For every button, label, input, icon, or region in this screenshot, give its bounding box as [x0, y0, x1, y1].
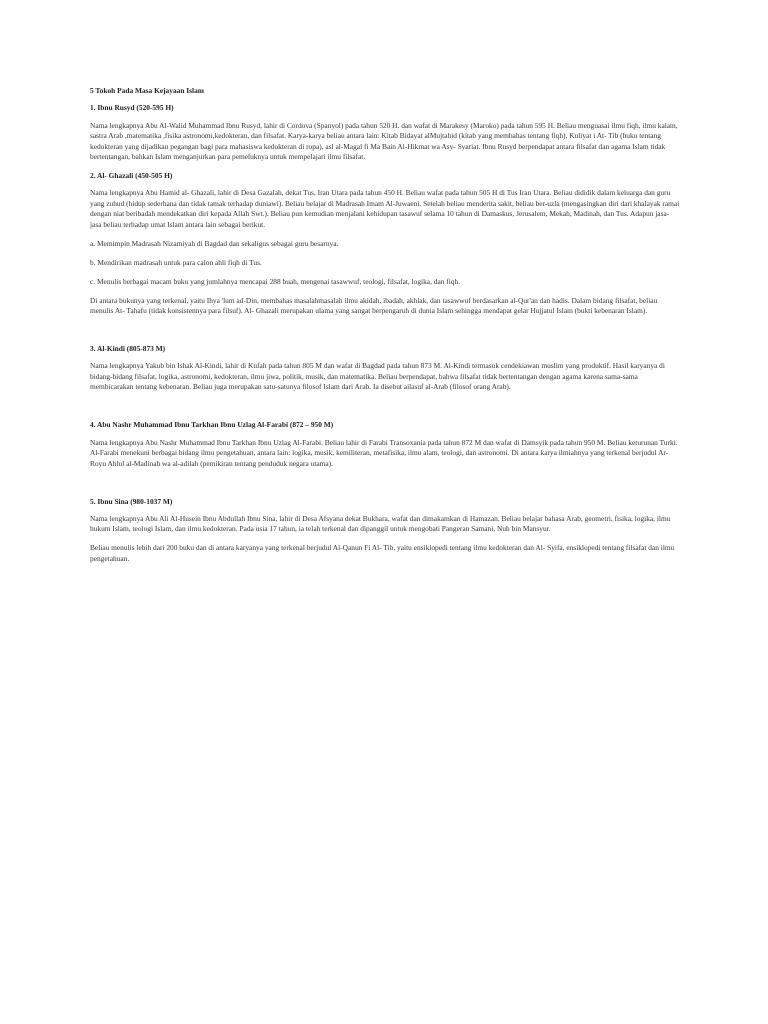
- section-heading: 3. Al-Kindi (805-873 M): [90, 344, 166, 354]
- paragraph: Beliau menulis lebih dari 200 buku dan di antara karyanya yang terkenal berjudul Al-Qanun Fi Al- Tib, yaitu ensiklopedi tentang ilmu kedokteran dan Al- Syifa, ensiklopedi tentang filsafat dan ilmu pengetahuan.: [90, 543, 675, 563]
- section-al-farabi: [90, 420, 680, 469]
- paragraph: Di antara bukunya yang terkenal, yaitu Ihya 'lum ad-Din, membahas masalahmasalah ilmu akidah, ibadah, akhlak, dan tasawwuf berdasarkan al-Qur'an dan hadis. Dalam bidang filsafat, beliau menulis At- Tahafu (tidak konsistennya para filsuf). Al- Ghazali merupakan ulama yang sangat berpengaruh di dunia Islam sehingga mendapat gelar Hujjatul Islam (bukti kebenaran Islam).: [90, 295, 658, 316]
- list-item: b. Mendirikan madrasah untuk para calon ahli fiqh di Tus.: [90, 257, 262, 267]
- section-ibnu-rusyd: [90, 103, 680, 162]
- section-ibnu-sina: [90, 497, 680, 565]
- section-heading: 1. Ibnu Rusyd (520-595 H): [90, 103, 174, 113]
- section-heading: 2. Al- Ghazali (450-505 H): [90, 171, 173, 181]
- paragraph: Nama lengkapnya Abu Nashr Muhammad Ibnu Tarkhan Ibnu Uzlag Al-Farabi. Beliau lahir di Farabi Transoxania pada tahun 872 M dan wafat di Damsyik pada tahun 950 M. Beliau keturunan Turki. Al-Farabi menekuni berbagai bidang ilmu pengetahuan, antara lain: logika, musik, kemiliteran, metafisika, ilmu alam, teologi, dan astronomi. Di antara karya ilmiahnya yang terkenal berjudul Ar-Royu Ahlul al-Madinah wa al-adilah (pemikiran tentang penduduk negara utama).: [90, 437, 678, 468]
- paragraph: Nama lengkapnya Abu Al-Walid Muhammad Ibnu Rusyd, lahir di Cordova (Spanyol) pada tahun 520 H. dan wafat di Marakesy (Maroko) pada tahun 595 H. Beliau menguasai ilmu fiqh, ilmu kalam, sastra Arab ,matematika ,fisika astronomi,kedokteran, dan filsafat. Karya-karya beliau antara lain: Kitab Bidayat alMujtahid (kitab yang membahas tentang fiqh), Kuliyat i At- Tib (buku tentang kedokteran yang dijadikan pegangan bagi para mahasiswa kedokteran di ropa), asl al-Magal fi Ma Bain Al-Hikmat wa Asy- Syariat. Ibnu Rusyd berpendapat antara filsafat dan agama Islam tidak bertentangan, bahkan Islam menganjurkan para pemeluknya untuk mempelajari ilmu filsafat.: [90, 120, 678, 162]
- paragraph: Nama lengkapnya Yakub bin Ishak Al-Kindi, lahir di Kufah pada tahun 805 M dan wafat di Bagdad pada tahun 873 M. Al-Kindi termasuk cendekiawan muslim yang produktif. Hasil karyanya di bidang-bidang filsafat, logika, astronomi, kedokteran, ilmu jiwa, politik, musik, dan matematika. Beliau berpendapat, bahwa filsafat tidak bertentangan dengan agama karena sama-sama membicarakan tentang kebenaran. Beliau juga merupakan satu-satunya filosof Islam dari Arab. Ia disebut ailasuf al-Arab (filosof orang Arab).: [90, 361, 665, 392]
- document-title: 5 Tokoh Pada Masa Kejayaan Islam: [90, 86, 204, 95]
- paragraph: Nama lengkapnya Abu Ali Al-Husein Ibnu Abdullah Ibnu Sina, lahir di Desa Afsyana dekat Bukhara, wafat dan dimakamkan di Hamazan. Beliau belajar bahasa Arab, geometri, fisika, logika, ilmu hukum Islam, teologi Islam, dan ilmu kedokteran. Pada usia 17 tahun, ia telah terkenal dan dipanggil untuk mengobati Pangeran Samani, Nuh bin Mansyur.: [90, 513, 671, 534]
- spacer: [90, 325, 680, 344]
- list-item: a. Memimpin Madrasah Nizamiyah di Bagdad dan sekaligus sebagai guru besarnya.: [90, 238, 339, 248]
- spacer: [90, 478, 680, 497]
- spacer: [90, 401, 680, 420]
- list-item: c. Menulis berbagai macam buku yang jumlahnya mencapai 288 buah, mengenai tasawwuf, teologi, filsafat, logika, dan fiqh.: [90, 276, 461, 286]
- paragraph: Nama lengkapnya Abu Hamid al- Ghazali, lahir di Desa Gazalah, dekat Tus, Iran Utara pada tahun 450 H. Beliau wafat pada tahun 505 H di Tus Iran Utara. Beliau dididik dalam keluarga dan guru yang zuhud (hidup sederhana dan tidak tamak terhadap duniawi). Beliau belajar di Madrasah Imam Al-Juwaeni. Setelah beliau menderita sakit, beliau ber-uzla (mengasingkan diri dari khalayak ramai dengan niat beribadah mendekatkan diri kepada Allah Swt.). Beliau pun kemudian menjalani kehidupan tasawuf selama 10 tahun di Damaskus, Jerusalem, Mekah, Madinah, dan Tus. Adapun jasa-jasa beliau terhadap umat Islam antara lain sebagai berikut.: [90, 188, 680, 229]
- section-heading: 4. Abu Nashr Muhammad Ibnu Tarkhan Ibnu Uzlag Al-Farabi (872 – 950 M): [90, 420, 334, 430]
- section-al-ghazali: [90, 171, 680, 316]
- section-heading: 5. Ibnu Sina (980-1037 M): [90, 496, 173, 506]
- section-al-kindi: [90, 344, 680, 393]
- document-body: [90, 86, 680, 573]
